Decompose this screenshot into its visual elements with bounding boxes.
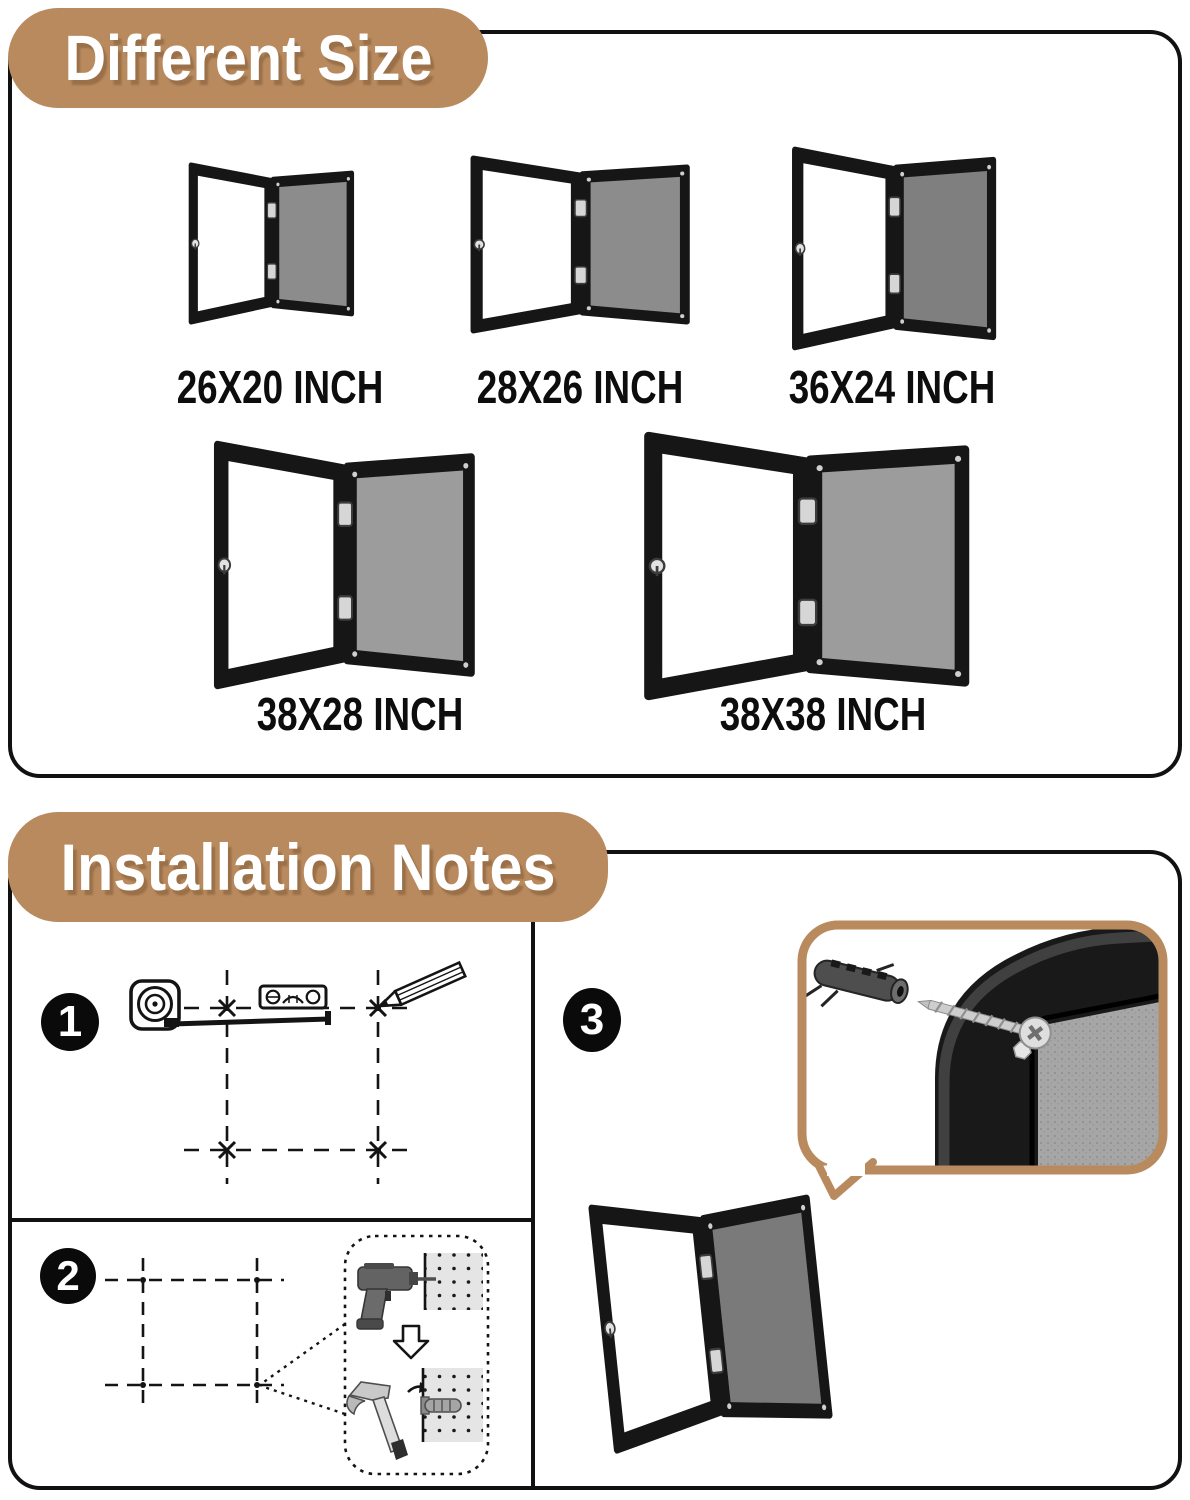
board-size-label: 36X24 INCH (788, 361, 996, 413)
installation-notes-heading: Installation Notes (60, 830, 556, 904)
open-bulletin-board-graphic (205, 440, 481, 690)
spirit-level-icon (260, 986, 326, 1008)
different-size-banner (8, 8, 488, 108)
open-bulletin-board-graphic (785, 146, 1001, 351)
wall-anchor-in-wall (421, 1368, 483, 1442)
step-number: 2 (56, 1252, 80, 1299)
step-1-badge (41, 993, 99, 1051)
board-28x26 (463, 155, 695, 334)
step-number: 1 (57, 997, 83, 1046)
step-number: 3 (579, 995, 605, 1044)
board-38x38 (633, 431, 977, 701)
open-bulletin-board-graphic (183, 162, 358, 325)
open-bulletin-board-graphic (463, 155, 695, 334)
wall-patch-icon (425, 1253, 483, 1310)
callout-tail-dotted (261, 1324, 345, 1414)
marking-dots (140, 1277, 260, 1388)
board-size-label: 28X26 INCH (476, 361, 684, 413)
board-26x20 (183, 162, 358, 325)
board-size-label: 26X20 INCH (176, 361, 384, 413)
callout-tail-joint (827, 1164, 865, 1176)
board-size-label: 38X38 INCH (719, 688, 927, 740)
different-size-heading: Different Size (63, 22, 433, 94)
open-bulletin-board-graphic (580, 1180, 839, 1455)
wall-anchor-icon (421, 1397, 461, 1414)
board-size-label: 38X28 INCH (256, 688, 464, 740)
board-36x24 (785, 146, 1001, 351)
open-bulletin-board-graphic (633, 431, 977, 701)
installation-notes-banner (8, 812, 608, 922)
step-2-badge (40, 1248, 96, 1304)
step-3-badge (563, 988, 621, 1052)
board-38x28 (205, 440, 481, 690)
step-3-board-graphic (580, 1180, 839, 1455)
pencil-icon (377, 963, 465, 1013)
